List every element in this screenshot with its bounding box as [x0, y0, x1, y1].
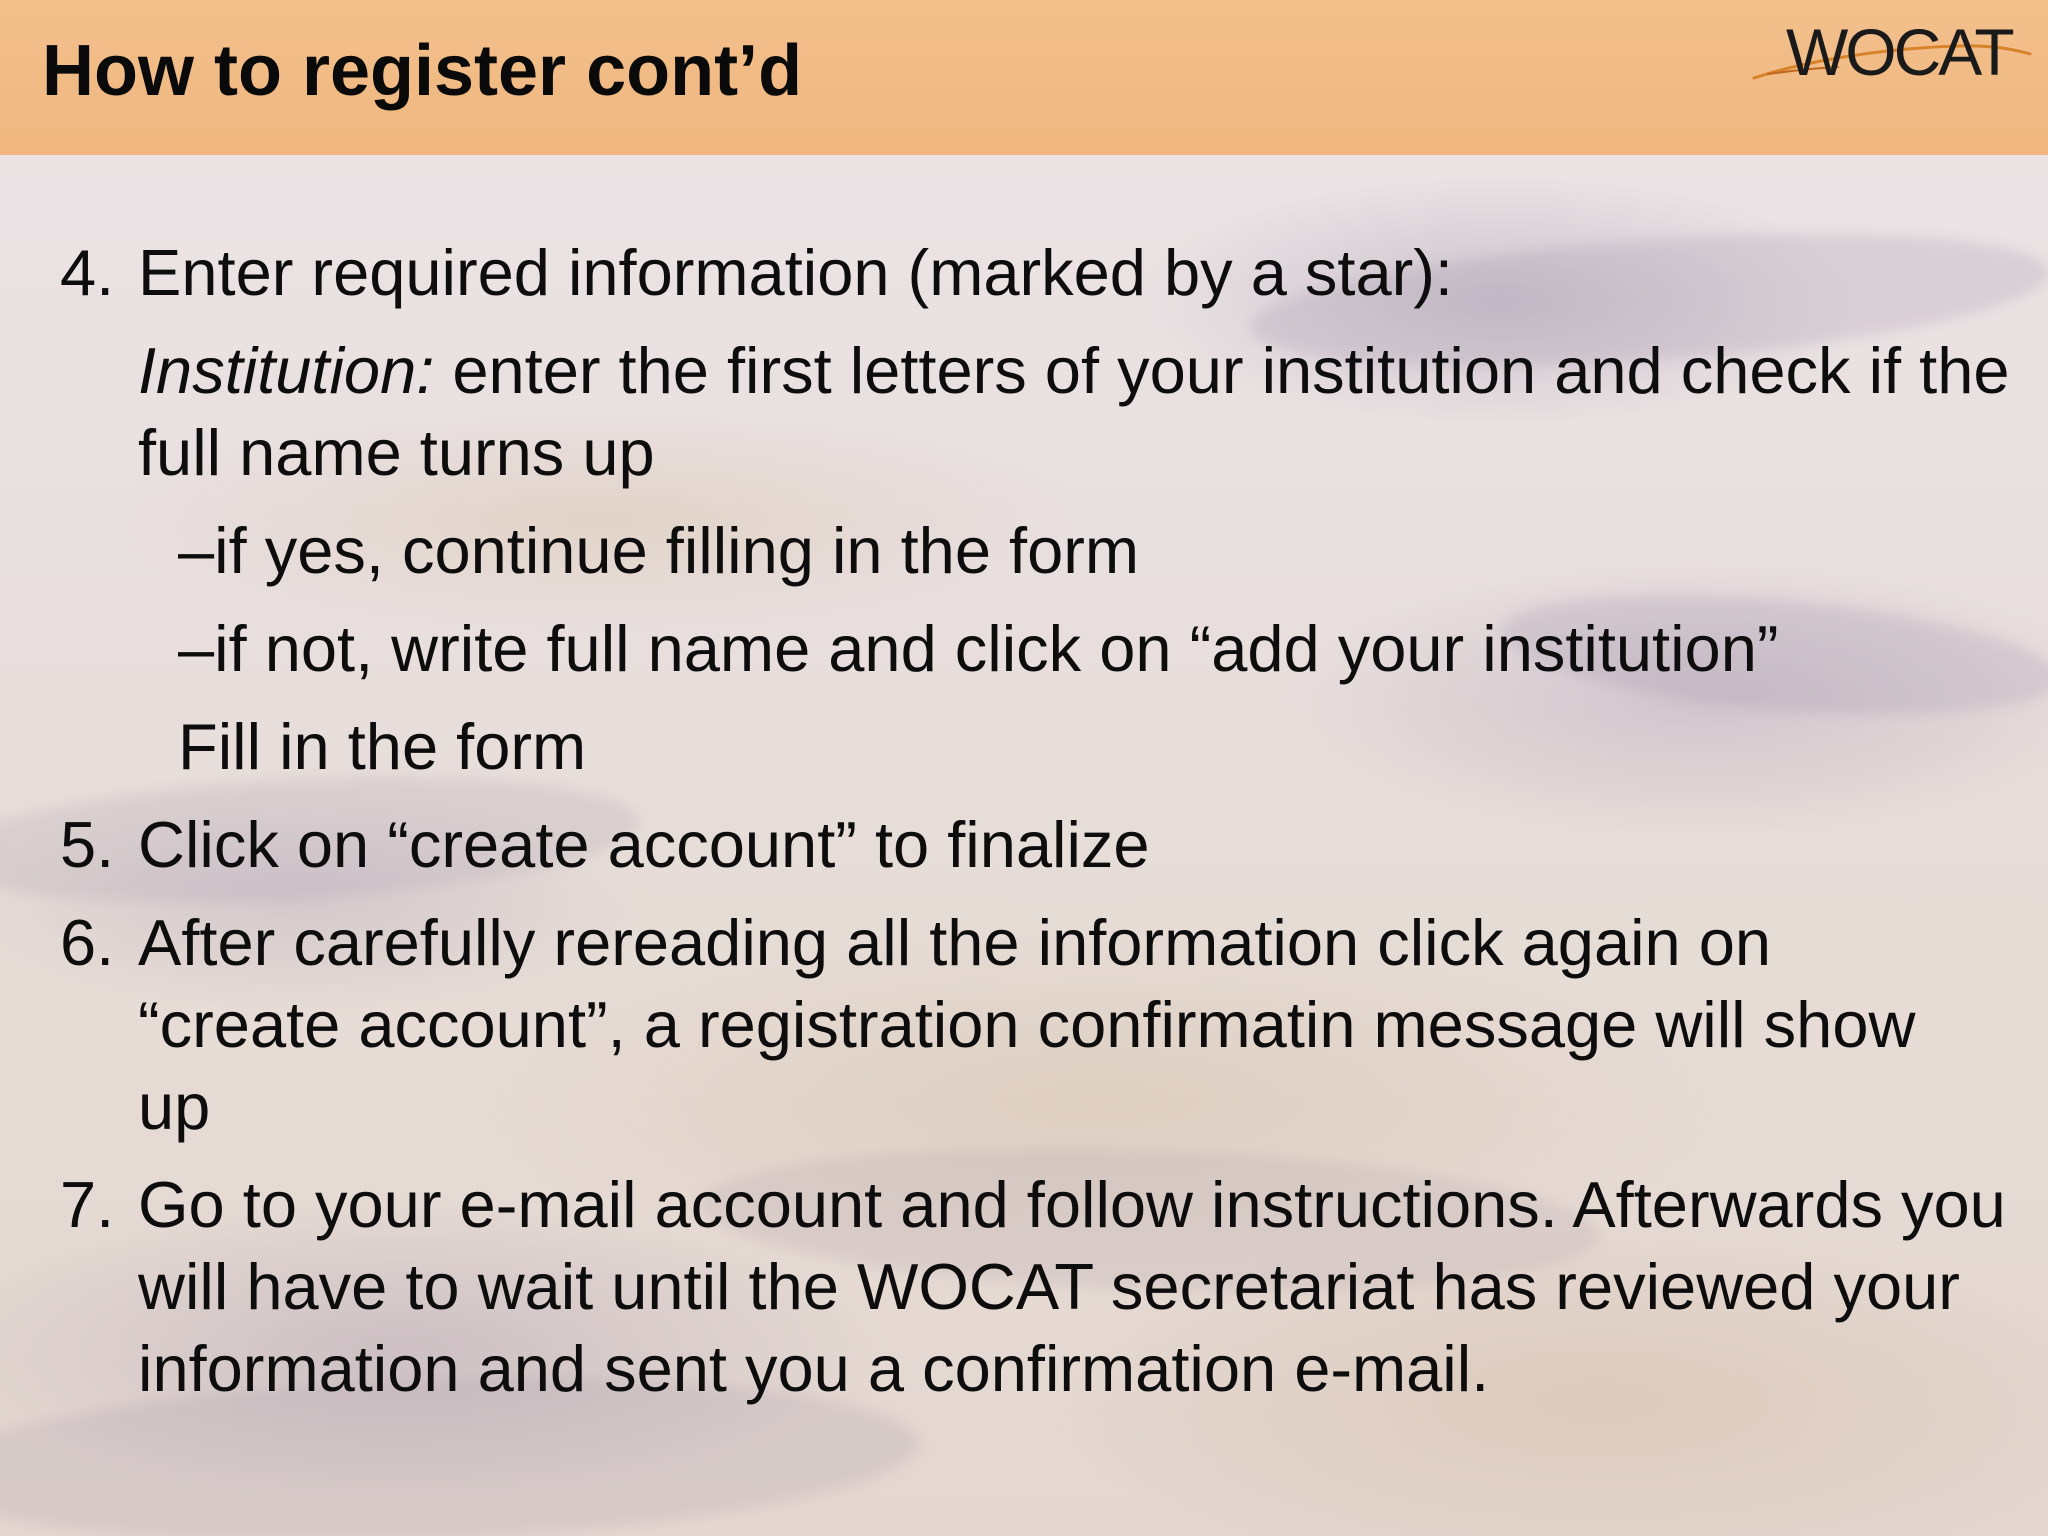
step-number: 5. [60, 808, 115, 881]
sub-step-text: –if not, write full name and click on “add your institution” [178, 612, 1779, 685]
institution-label: Institution: [138, 334, 435, 407]
wocat-logo [1748, 12, 2038, 92]
logo-text: WOCAT [1786, 15, 2012, 89]
sub-step-text: –if yes, continue filling in the form [178, 514, 1140, 587]
step-number: 7. [60, 1168, 115, 1241]
slide-body [60, 232, 2010, 1410]
sub-step-text: Fill in the form [178, 710, 587, 783]
step-text: After carefully rereading all the information click again on “create account”, a registration confirmatin message will show up [138, 906, 1916, 1143]
step-number: 4. [60, 236, 115, 309]
list-item-step-4 [60, 232, 2010, 314]
slide-title: How to register cont’d [42, 31, 803, 111]
list-item-step-5 [60, 804, 2010, 886]
institution-text: enter the first letters of your institution and check if the full name turns up [138, 334, 2010, 489]
step-text: Enter required information (marked by a star): [138, 236, 1453, 309]
list-item-step-6 [60, 902, 1938, 1148]
list-item-step-7 [60, 1164, 2038, 1410]
list-item-fill-form [60, 706, 2010, 788]
list-item-if-not [60, 608, 2010, 690]
slide-header [0, 0, 2048, 155]
step-text: Go to your e-mail account and follow instructions. Afterwards you will have to wait until the WOCAT secretariat has reviewed your information and sent you a confirmation e-mail. [138, 1168, 2006, 1405]
step-text: Click on “create account” to finalize [138, 808, 1150, 881]
step-number: 6. [60, 906, 115, 979]
list-item-if-yes [60, 510, 2010, 592]
list-item-institution [60, 330, 2010, 494]
